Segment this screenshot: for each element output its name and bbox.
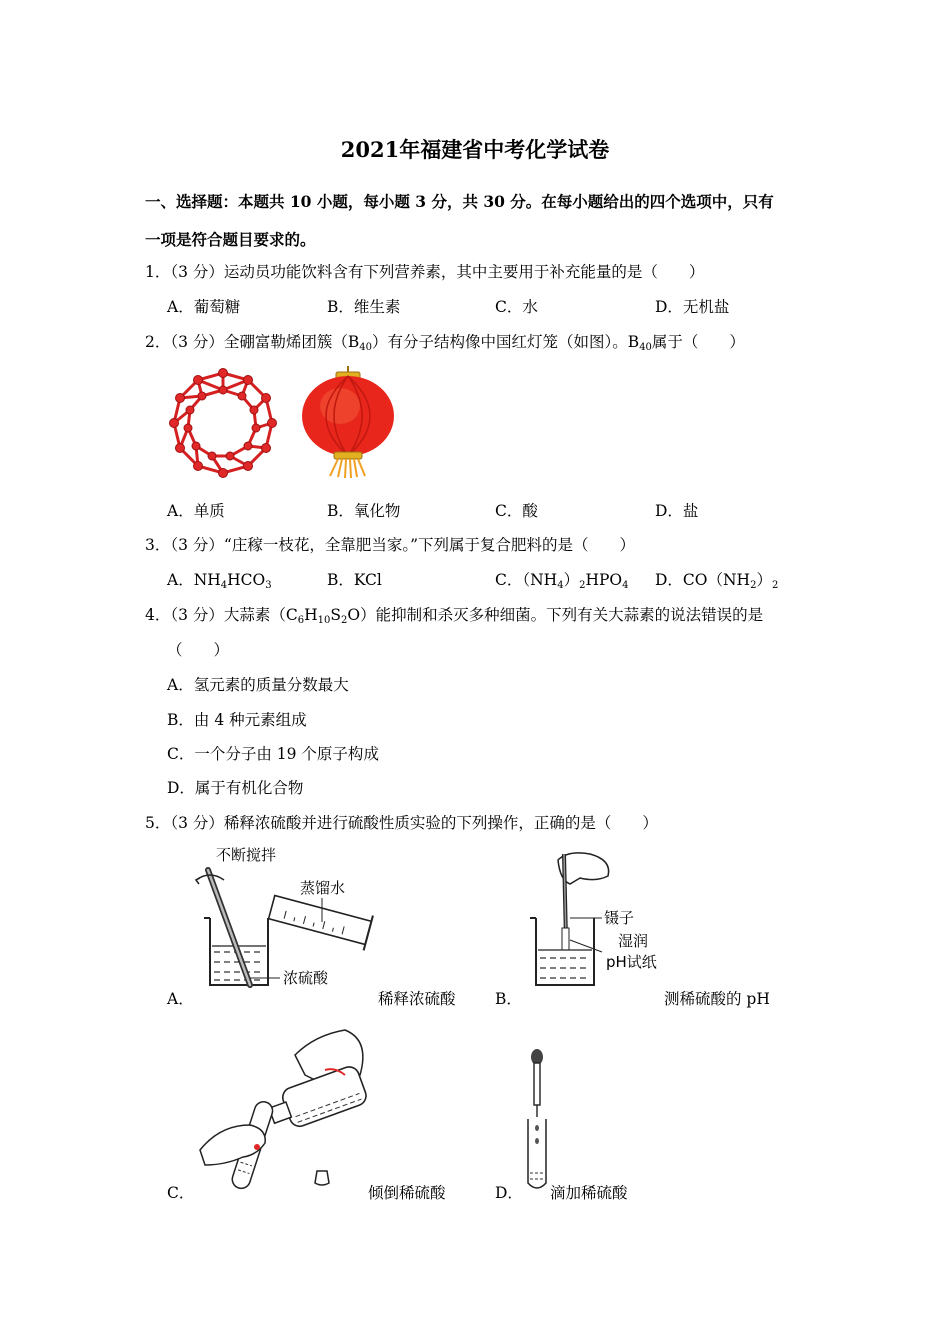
figure-b-ph-paper-label: pH试纸 — [606, 953, 657, 971]
section-instructions-line2: 一项是符合题目要求的。 — [145, 230, 316, 249]
question-2-stem: 2．（3 分）全硼富勒烯团簇$(B_{40})$有分子结构像中国红灯笼（如图）。$B_{40}$属于（ ） — [145, 333, 745, 353]
figure-a-dilution-diagram — [190, 840, 380, 990]
figure-a-water-label: 蒸馏水 — [300, 879, 346, 897]
question-2-option-d: D．盐 — [655, 502, 699, 520]
question-1-stem: 1．（3 分）运动员功能饮料含有下列营养素，其中主要用于补充能量的是（ ） — [145, 263, 705, 281]
question-5-option-a-label: A． — [167, 990, 194, 1008]
figure-b-wet-label: 湿润 — [618, 932, 649, 950]
question-5-stem: 5．（3 分）稀释浓硫酸并进行硫酸性质实验的下列操作，正确的是（ ） — [145, 814, 658, 832]
question-5-option-a-caption: 稀释浓硫酸 — [378, 990, 456, 1008]
question-3-option-b: B．KCl — [327, 571, 382, 589]
question-5-option-c-label: C． — [167, 1184, 195, 1202]
figure-b-tweezers-label: 镊子 — [604, 909, 635, 927]
question-4-answer-paren: （ ） — [167, 641, 230, 659]
question-5-option-d-caption: 滴加稀硫酸 — [550, 1184, 628, 1202]
question-3-option-a: A．$NH_4HCO_3$ — [167, 571, 272, 591]
question-2-option-a: A．单质 — [167, 502, 225, 520]
figure-a-stir-label: 不断搅拌 — [216, 846, 277, 864]
question-4-option-c: C．一个分子由 19 个原子构成 — [167, 745, 379, 763]
figure-d-dropper-diagram — [524, 1045, 554, 1195]
figure-a-acid-label: 浓硫酸 — [283, 969, 329, 987]
section-instructions-line1: 一、选择题：本题共 10 小题，每小题 3 分，共 30 分。在每小题给出的四个选项中，只有 — [145, 192, 774, 211]
borospherene-molecule-image — [168, 368, 278, 478]
question-4-option-d: D．属于有机化合物 — [167, 779, 304, 797]
red-lantern-image — [300, 366, 396, 478]
question-4-option-a: A．氢元素的质量分数最大 — [167, 676, 349, 694]
question-3-option-c: C．$(NH_4)_2HPO_4$ — [495, 571, 629, 591]
figure-c-pouring-diagram — [195, 1025, 385, 1195]
question-3-stem: 3．（3 分）“庄稼一枝花，全靠肥当家。”下列属于复合肥料的是（ ） — [145, 536, 636, 554]
figure-b-ph-test-diagram — [520, 840, 670, 990]
question-3-option-d: D．$CO(NH_2)_2$ — [655, 571, 779, 591]
question-4-option-b: B．由 4 种元素组成 — [167, 711, 307, 729]
question-5-option-c-caption: 倾倒稀硫酸 — [368, 1184, 446, 1202]
page-title: 2021年福建省中考化学试卷 — [340, 137, 610, 162]
question-4-stem: 4．（3 分）大蒜素$(C_6H_{10}S_2O)$能抑制和杀灭多种细菌。下列有关大蒜素的说法错误的是 — [145, 606, 764, 626]
question-1-option-b: B．维生素 — [327, 298, 401, 316]
question-5-option-b-caption: 测稀硫酸的 pH — [664, 990, 770, 1008]
question-1-option-a: A．葡萄糖 — [167, 298, 241, 316]
question-5-option-b-label: B． — [495, 990, 522, 1008]
question-5-option-d-label: D． — [495, 1184, 523, 1202]
question-1-option-d: D．无机盐 — [655, 298, 730, 316]
question-2-option-b: B．氧化物 — [327, 502, 401, 520]
question-2-option-c: C．酸 — [495, 502, 538, 520]
question-1-option-c: C．水 — [495, 298, 538, 316]
